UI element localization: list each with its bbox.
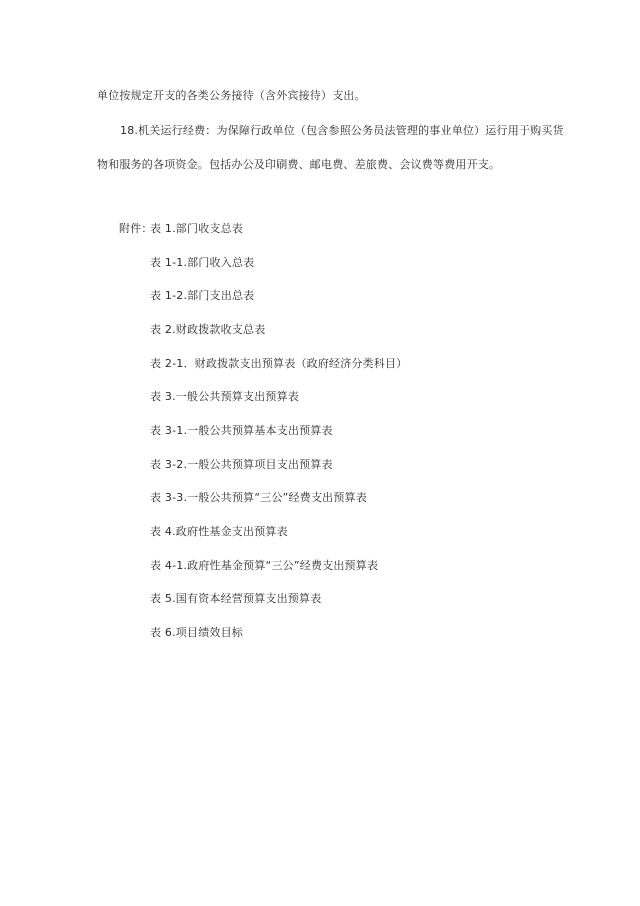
attachment-item: 表 3-2.一般公共预算项目支出预算表: [150, 458, 333, 471]
attachment-item: 表 1.部门收支总表: [150, 222, 243, 235]
attachment-item: 表 1-1.部门收入总表: [150, 256, 255, 269]
attachment-item: 表 1-2.部门支出总表: [150, 289, 255, 302]
attachment-item: 表 3.一般公共预算支出预算表: [150, 390, 299, 403]
attachment-item: 表 3-3.一般公共预算“三公”经费支出预算表: [150, 491, 367, 504]
attachment-item: 表 4.政府性基金支出预算表: [150, 525, 288, 538]
attachments-label: 附件：: [119, 222, 153, 235]
attachment-item: 表 4-1.政府性基金预算“三公”经费支出预算表: [150, 559, 379, 572]
paragraph-operating-expenses-line-1: 18.机关运行经费：为保障行政单位（包含参照公务员法管理的事业单位）运行用于购买货: [120, 124, 564, 137]
attachment-item: 表 2.财政拨款收支总表: [150, 323, 266, 336]
attachment-item: 表 6.项目绩效目标: [150, 626, 243, 639]
attachment-item: 表 2-1．财政拨款支出预算表（政府经济分类科目）: [150, 357, 408, 370]
paragraph-operating-expenses-line-2: 物和服务的各项资金。包括办公及印刷费、邮电费、差旅费、会议费等费用开支。: [97, 158, 501, 171]
attachment-item: 表 3-1.一般公共预算基本支出预算表: [150, 424, 333, 437]
paragraph-public-reception: 单位按规定开支的各类公务接待（含外宾接待）支出。: [97, 89, 366, 102]
attachment-item: 表 5.国有资本经营预算支出预算表: [150, 592, 322, 605]
